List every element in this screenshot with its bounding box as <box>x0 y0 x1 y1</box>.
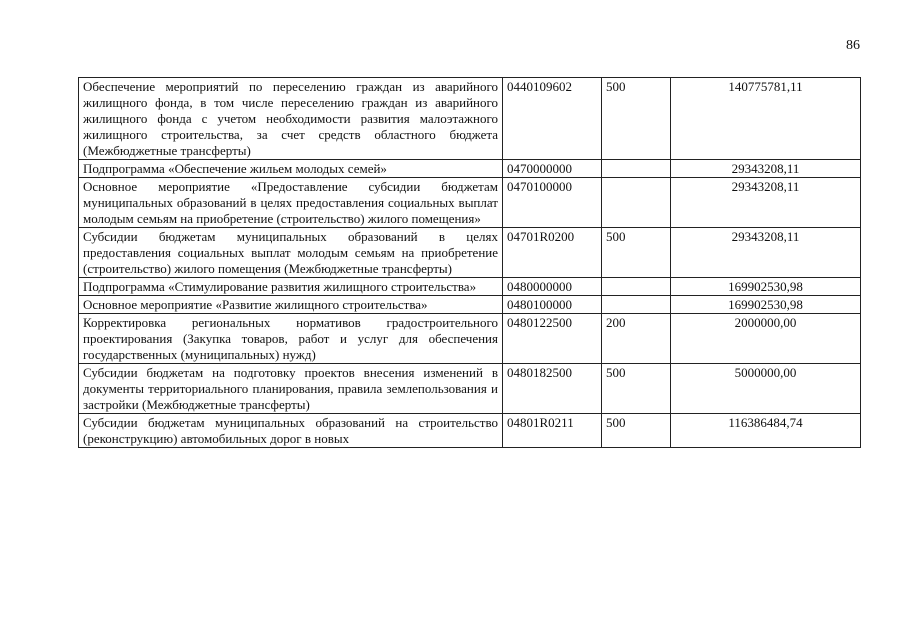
row-name-cell: Субсидии бюджетам на подготовку проектов внесения изменений в документы территориального планирования, правила землепользования и застройки (Межбюджетные трансферты) <box>79 364 503 414</box>
row-sum-cell: 140775781,11 <box>671 78 861 160</box>
row-code-cell: 0440109602 <box>503 78 602 160</box>
row-name-cell: Корректировка региональных нормативов градостроительного проектирования (Закупка товаров, работ и услуг для обеспечения государственных (муниципальных) нужд) <box>79 314 503 364</box>
row-sum-cell: 29343208,11 <box>671 228 861 278</box>
table-row <box>79 314 861 364</box>
row-kind-cell: 500 <box>602 78 671 160</box>
row-sum-cell: 116386484,74 <box>671 414 861 448</box>
row-name-cell: Подпрограмма «Обеспечение жильем молодых семей» <box>79 160 503 178</box>
row-name-cell: Обеспечение мероприятий по переселению граждан из аварийного жилищного фонда, в том числе переселению граждан из аварийного жилищного фонда с учетом необходимости развития малоэтажного жилищного строительства, за счет средств областного бюджета (Межбюджетные трансферты) <box>79 78 503 160</box>
row-name-cell: Основное мероприятие «Развитие жилищного строительства» <box>79 296 503 314</box>
row-kind-cell: 500 <box>602 414 671 448</box>
row-code-cell: 04701R0200 <box>503 228 602 278</box>
row-sum-cell: 5000000,00 <box>671 364 861 414</box>
row-name-cell: Субсидии бюджетам муниципальных образований на строительство (реконструкцию) автомобильных дорог в новых <box>79 414 503 448</box>
row-sum-cell: 169902530,98 <box>671 296 861 314</box>
row-kind-cell <box>602 160 671 178</box>
row-code-cell: 0480100000 <box>503 296 602 314</box>
table-row <box>79 78 861 160</box>
row-code-cell: 0470000000 <box>503 160 602 178</box>
table-row <box>79 414 861 448</box>
table-row <box>79 160 861 178</box>
row-code-cell: 0470100000 <box>503 178 602 228</box>
row-kind-cell: 500 <box>602 228 671 278</box>
table-row <box>79 296 861 314</box>
row-name-cell: Субсидии бюджетам муниципальных образований в целях предоставления социальных выплат молодым семьям на приобретение (строительство) жилого помещения (Межбюджетные трансферты) <box>79 228 503 278</box>
row-code-cell: 04801R0211 <box>503 414 602 448</box>
row-code-cell: 0480182500 <box>503 364 602 414</box>
table-row <box>79 278 861 296</box>
table-row <box>79 364 861 414</box>
budget-table-body <box>79 78 861 448</box>
row-kind-cell <box>602 178 671 228</box>
row-kind-cell <box>602 278 671 296</box>
row-sum-cell: 169902530,98 <box>671 278 861 296</box>
row-sum-cell: 2000000,00 <box>671 314 861 364</box>
row-sum-cell: 29343208,11 <box>671 178 861 228</box>
row-kind-cell: 200 <box>602 314 671 364</box>
row-kind-cell: 500 <box>602 364 671 414</box>
table-row <box>79 228 861 278</box>
row-kind-cell <box>602 296 671 314</box>
budget-table <box>78 77 861 448</box>
row-code-cell: 0480122500 <box>503 314 602 364</box>
table-row <box>79 178 861 228</box>
row-sum-cell: 29343208,11 <box>671 160 861 178</box>
row-name-cell: Подпрограмма «Стимулирование развития жилищного строительства» <box>79 278 503 296</box>
row-name-cell: Основное мероприятие «Предоставление субсидии бюджетам муниципальных образований в целях предоставления социальных выплат молодым семьям на приобретение (строительство) жилого помещения» <box>79 178 503 228</box>
row-code-cell: 0480000000 <box>503 278 602 296</box>
page-number: 86 <box>846 38 860 53</box>
